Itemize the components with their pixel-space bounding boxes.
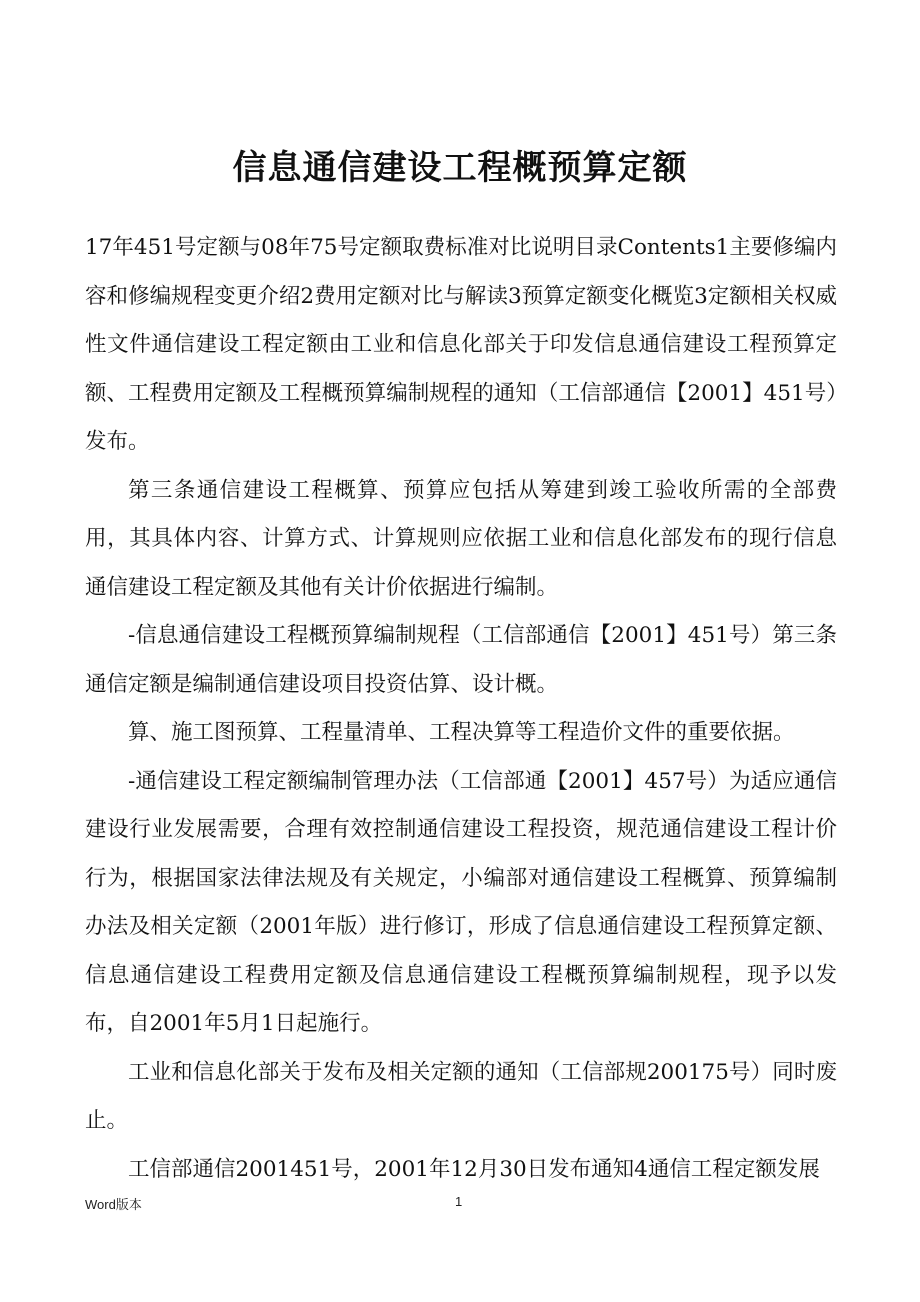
footer-version-label: Word版本 xyxy=(85,1197,142,1212)
paragraph-abolished: 工业和信息化部关于发布及相关定额的通知（工信部规200175号）同时废止。 xyxy=(85,1059,837,1133)
paragraph-management-measures: -通信建设工程定额编制管理办法（工信部通【2001】457号）为适应通信建设行业发展需要，合理有效控制通信建设工程投资，规范通信建设工程计价行为，根据国家法律法规及有关规定，小编部对通信建设工程概算、预算编制办法及相关定额（2001年版）进行修订，形成了信息通信建设工程预算定额、信息通信建设工程费用定额及信息通信建设工程概预算编制规程，现予以发布，自2001年5月1日起施行。 xyxy=(85,768,837,1036)
paragraph-basis: 算、施工图预算、工程量清单、工程决算等工程造价文件的重要依据。 xyxy=(128,720,795,745)
paragraph-release-info: 工信部通信2001451号，2001年12月30日发布通知4通信工程定额发展 xyxy=(128,1156,820,1182)
paragraph-compilation-rules: -信息通信建设工程概预算编制规程（工信部通信【2001】451号）第三条通信定额是编制通信建设项目投资估算、设计概。 xyxy=(85,623,837,697)
document-body xyxy=(85,224,837,1194)
paragraph-article-three: 第三条通信建设工程概算、预算应包括从筹建到竣工验收所需的全部费用，其具体内容、计算方式、计算规则应依据工业和信息化部发布的现行信息通信建设工程定额及其他有关计价依据进行编制。 xyxy=(85,477,837,600)
paragraph-intro: 17年451号定额与08年75号定额取费标准对比说明目录Contents1主要修编内容和修编规程变更介绍2费用定额对比与解读3预算定额变化概览3定额相关权威性文件通信建设工程定额由工业和信息化部关于印发信息通信建设工程预算定额、工程费用定额及工程概预算编制规程的通知（工信部通信【2001】451号）发布。 xyxy=(85,235,837,454)
document-title: 信息通信建设工程概预算定额 xyxy=(232,148,688,188)
page-footer xyxy=(0,1194,920,1214)
footer-page-number: 1 xyxy=(455,1194,463,1209)
